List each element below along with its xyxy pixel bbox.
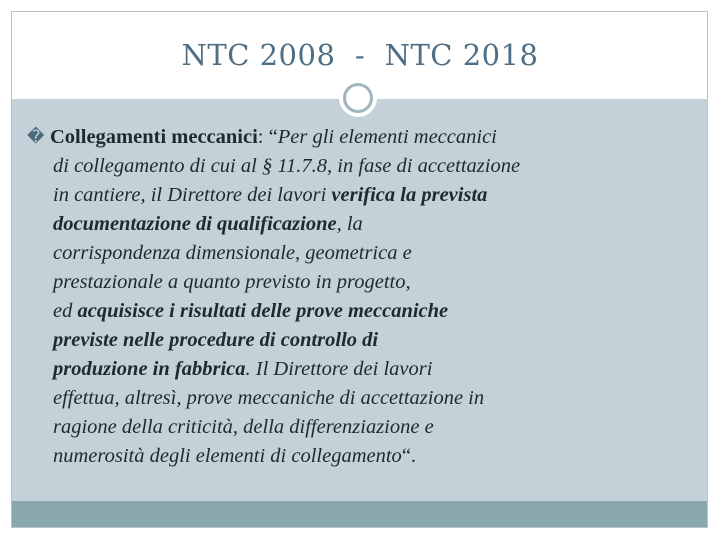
text-run: , la <box>336 213 363 235</box>
paragraph-line <box>27 152 697 181</box>
footer-bar <box>12 501 707 527</box>
text-run: effettua, altresì, prove meccaniche di accettazione in <box>53 387 485 409</box>
paragraph-line <box>27 123 697 152</box>
text-run: . Il Direttore dei lavori <box>245 358 433 380</box>
text-run: di collegamento di cui al § 11.7.8, in fase di accettazione <box>53 155 521 177</box>
paragraph-line <box>27 210 697 239</box>
text-run: numerosità degli elementi di collegamento <box>53 445 402 467</box>
text-run: prestazionale a quanto previsto in progetto, <box>53 271 411 293</box>
paragraph-line <box>27 384 697 413</box>
paragraph-line <box>27 413 697 442</box>
text-run: documentazione di qualificazione <box>53 213 337 235</box>
text-run: Per gli elementi meccanici <box>277 126 497 148</box>
text-run: Collegamenti meccanici <box>50 126 258 148</box>
ring-icon <box>339 79 377 117</box>
paragraph-line <box>27 442 697 471</box>
paragraph-line <box>27 355 697 384</box>
paragraph-line <box>27 181 697 210</box>
paragraph-line <box>27 239 697 268</box>
paragraph-line <box>27 268 697 297</box>
text-run: acquisisce i risultati delle prove meccaniche <box>77 300 449 322</box>
bullet-paragraph <box>27 123 697 471</box>
text-run: verifica la prevista <box>331 184 488 206</box>
text-run: ragione della criticità, della differenziazione e <box>53 416 434 438</box>
text-run: previste nelle procedure di controllo di <box>53 329 379 351</box>
text-run: “. <box>401 445 417 467</box>
text-run: produzione in fabbrica <box>53 358 246 380</box>
slide-title: NTC 2008 - NTC 2018 <box>181 38 539 72</box>
text-run: corrispondenza dimensionale, geometrica e <box>53 242 412 264</box>
replacement-char-icon: � <box>27 127 45 147</box>
text-run: in cantiere, il Direttore dei lavori <box>53 184 332 206</box>
paragraph-line <box>27 326 697 355</box>
text-run: ed <box>53 300 78 322</box>
text-run: : “ <box>257 126 278 148</box>
paragraph-line <box>27 297 697 326</box>
